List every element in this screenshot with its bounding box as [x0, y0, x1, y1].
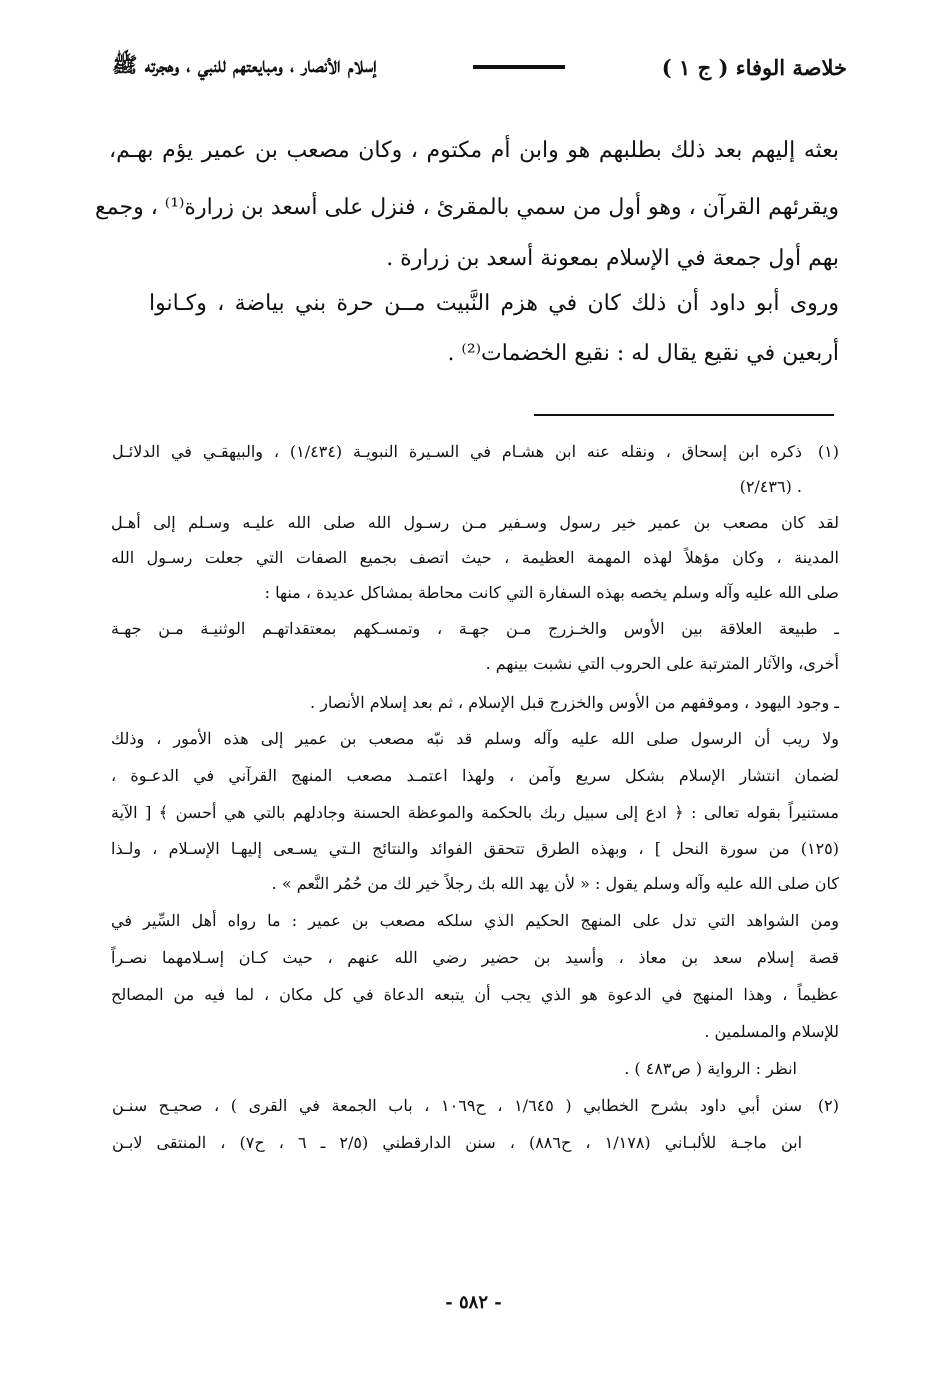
commentary-reference: انظر : الرواية ( ص٤٨٣ ) .: [624, 1059, 797, 1078]
commentary-line: عظيماً ، وهذا المنهج في الدعوة هو الذي يجب أن يتبعه الدعاة في كل مكان ، لما فيه من المصالح: [111, 985, 840, 1004]
commentary-line: مستنيراً بقوله تعالى : ﴿ ادع إلى سبيل ربك بالحكمة والموعظة الحسنة وجادلهم بالتي هي أحسن ﴾ [ الآية: [111, 803, 839, 822]
page-number: - ٥٨٢ -: [445, 1292, 502, 1313]
body-line: بعثه إليهم بعد ذلك بطلبهم هو وابن أم مكتوم ، وكان مصعب بن عمير يؤم بهـم،: [109, 138, 839, 163]
body-line: وروى أبو داود أن ذلك كان في هزم النَّبيت مــن حرة بني بياضة ، وكـانوا: [149, 291, 839, 316]
footnote-line: ذكره ابن إسحاق ، ونقله عنه ابن هشـام في السـيرة النبويـة (١/٤٣٤) ، والبيهقـي في الدلائـل: [112, 442, 802, 461]
header-book-title: خلاصة الوفاء ( ج ١ ): [661, 54, 847, 80]
commentary-line: ولا ريب أن الرسول صلى الله عليه وآله وسلم قد نبّه مصعب بن عمير إلى هذه الأمور ، وذلك: [111, 729, 839, 748]
header-divider: [473, 65, 565, 69]
footnote-line: (٢/٤٣٦) .: [739, 477, 802, 496]
commentary-line: لقد كان مصعب بن عمير خير رسول وسـفير مـن رسـول الله صلى الله عليـه وسـلم إلى أهـل: [111, 513, 839, 532]
footnote-number: (٢): [817, 1096, 839, 1115]
running-header: [112, 44, 847, 90]
body-line: بهم أول جمعة في الإسلام بمعونة أسعد بن زرارة .: [386, 246, 839, 271]
commentary-line: قصة إسلام سعد بن معاذ ، وأسيد بن حضير رضي الله عنهم ، حيث كـان إسـلامهما نصـراً: [111, 948, 839, 967]
body-line: ويقرئهم القرآن ، وهو أول من سمي بالمقرئ ، فنزل على أسعد بن زرارة⁽¹⁾ ، وجمع: [95, 195, 839, 220]
footnote-line: سنن أبي داود بشرح الخطابي ( ١/٦٤٥ ، ح١٠٦٩ ، باب الجمعة في القرى ) ، صحيـح سنـن: [112, 1096, 802, 1115]
footnote-separator: [534, 414, 834, 416]
commentary-line: ـ طبيعة العلاقة بين الأوس والخـزرج مـن جهـة ، وتمسـكهم بمعتقداتهـم الوثنيـة مـن جهـة: [111, 619, 839, 638]
footnote-line: ابن ماجـة للألبـاني (١/١٧٨ ، ح٨٨٦) ، سنن الدارقطني (٢/٥ ـ ٦ ، ح٧) ، المنتقى لابـن: [112, 1133, 803, 1152]
header-chapter-title: إسلام الأنصار ، ومبايعتهم للنبي ، وهجرته ﷺ: [112, 51, 377, 77]
commentary-line: أخرى، والآثار المترتبة على الحروب التي نشبت بينهم .: [485, 654, 839, 673]
footnote-number: (١): [817, 442, 839, 461]
commentary-line: للإسلام والمسلمين .: [704, 1022, 839, 1041]
commentary-line: كان صلى الله عليه وآله وسلم يقول : « لأن يهد الله بك رجلاً خير لك من حُمُر النَّعم » .: [271, 874, 839, 893]
commentary-line: لضمان انتشار الإسلام بشكل سريع وآمن ، ولهذا اعتمـد مصعب المنهج القرآني في الدعـوة ،: [111, 766, 839, 785]
commentary-line: (١٢٥) من سورة النحل ] ، وبهذه الطرق تتحقق الفوائد والنتائج الـتي يسـعى إليهـا الإسـلام ، ولـذا: [111, 839, 839, 858]
commentary-line: صلى الله عليه وآله وسلم يخصه بهذه السفارة التي كانت محاطة بمشاكل عديدة ، منها :: [264, 583, 839, 602]
commentary-line: المدينة ، وكان مؤهلاً لهذه المهمة العظيمة ، حيث اتصف بجميع الصفات التي جعلت رسـول الله: [111, 548, 840, 567]
body-line: أربعين في نقيع يقال له : نقيع الخضمات⁽²⁾ .: [447, 341, 839, 366]
commentary-line: ـ وجود اليهود ، وموقفهم من الأوس والخزرج قبل الإسلام ، ثم بعد إسلام الأنصار .: [310, 693, 839, 712]
commentary-line: ومن الشواهد التي تدل على المنهج الحكيم الذي سلكه مصعب بن عمير : ما رواه أهل السِّير في: [111, 911, 840, 930]
